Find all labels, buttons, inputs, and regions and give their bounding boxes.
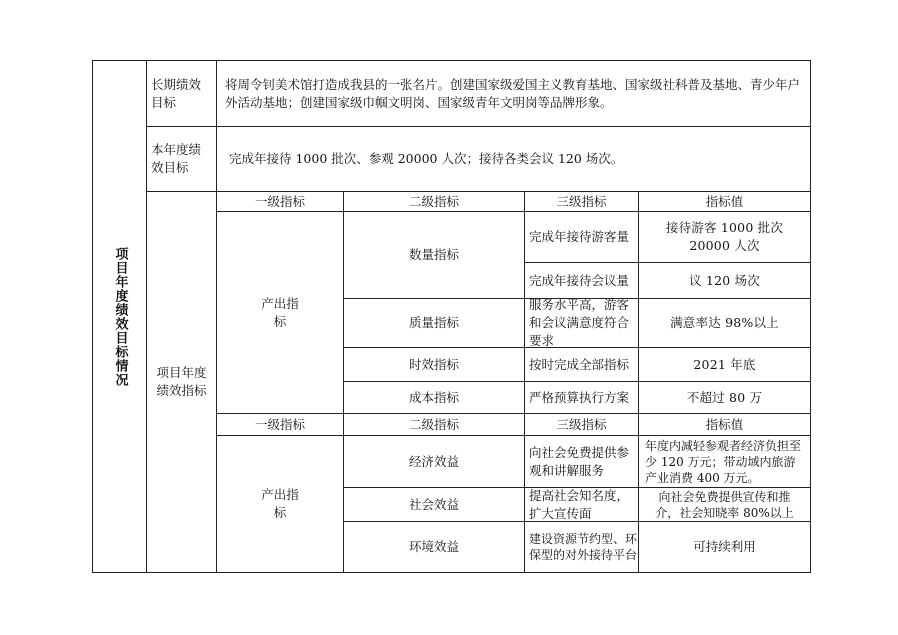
long-term-text: 将周令钊美术馆打造成我县的一张名片。创建国家级爱国主义教育基地、国家级社科普及基地、青少年户外活动基地；创建国家级巾帼文明岗、国家级青年文明岗等品牌形象。 (225, 76, 801, 110)
output-level1: 产出指标 (261, 295, 299, 329)
level3-text: 向社会免费提供参观和讲解服务 (529, 444, 630, 478)
header-level3 (525, 414, 638, 435)
level3-text: 按时完成全部指标 (529, 356, 630, 372)
value-text: 向社会免费提供宣传和推介，社会知晓率 80%以上 (655, 489, 794, 520)
table-cell (525, 436, 638, 487)
annual-label: 本年度绩效目标 (151, 142, 202, 175)
table-row (344, 522, 524, 572)
level3-text: 严格预算执行方案 (529, 389, 630, 405)
level2-economic: 经济效益 (408, 453, 459, 469)
table-row (344, 348, 524, 381)
annual-text-cell (217, 127, 810, 191)
table-cell (525, 299, 638, 347)
header-value-text: 指标值 (705, 416, 744, 432)
value-text: 2021 年底 (693, 356, 756, 372)
level2-timeliness: 时效指标 (408, 356, 459, 372)
table-row (344, 212, 524, 298)
table-cell (639, 299, 810, 347)
header-value-text: 指标值 (705, 193, 744, 209)
header-level1-text: 一级指标 (254, 193, 305, 209)
header-level2-text: 二级指标 (408, 416, 459, 432)
table-cell (639, 348, 810, 381)
table-row (344, 299, 524, 347)
table-cell (525, 212, 638, 262)
header-level2 (344, 414, 524, 435)
value-text: 年度内减轻参观者经济负担至少 120 万元；带动域内旅游产业消费 400 万元。 (645, 438, 802, 485)
level3-text: 完成年接待会议量 (529, 272, 630, 288)
table-cell (525, 522, 638, 572)
table-cell (525, 382, 638, 413)
section-title-cell (93, 61, 146, 572)
table-row (344, 382, 524, 413)
level3-text: 提高社会知名度，扩大宣传面 (529, 487, 630, 521)
table-cell (525, 263, 638, 298)
benefit-level1: 产出指标 (261, 487, 299, 520)
table-cell (525, 348, 638, 381)
table-cell (639, 522, 810, 572)
header-level3-text: 三级指标 (556, 193, 607, 209)
header-level1 (217, 192, 343, 211)
output-level1-cell (217, 212, 343, 413)
section-title: 项目年度绩效目标情况 (112, 246, 128, 387)
level2-environmental: 环境效益 (408, 539, 459, 554)
header-value (639, 192, 810, 211)
long-term-label: 长期绩效目标 (151, 76, 202, 110)
table-border-bottom (92, 572, 811, 573)
value-text: 可持续利用 (693, 539, 756, 554)
benefit-level1-cell (217, 436, 343, 572)
indicators-label-cell (147, 192, 216, 572)
table-cell (639, 382, 810, 413)
level2-quantity: 数量指标 (408, 247, 459, 262)
level3-text: 服务水平高，游客和会议满意度符合要求 (529, 297, 630, 348)
header-level1-text: 一级指标 (254, 416, 305, 432)
indicators-label: 项目年度绩效指标 (156, 365, 207, 398)
header-value (639, 414, 810, 435)
table-row (344, 436, 524, 487)
level2-cost: 成本指标 (408, 389, 459, 405)
table-cell (639, 212, 810, 262)
annual-label-cell (147, 127, 216, 191)
header-level3 (525, 192, 638, 211)
header-level1 (217, 414, 343, 435)
long-term-label-cell (147, 61, 216, 126)
level3-text: 建设资源节约型、环保型的对外接待平台 (529, 532, 638, 562)
table-cell (639, 488, 810, 521)
long-term-text-cell (217, 61, 810, 126)
level3-text: 完成年接待游客量 (529, 229, 630, 244)
header-level2-text: 二级指标 (408, 193, 459, 209)
table-row (344, 488, 524, 521)
value-text: 不超过 80 万 (686, 389, 763, 405)
value-text: 议 120 场次 (689, 272, 760, 288)
table-cell (639, 436, 810, 487)
value-text: 满意率达 98%以上 (670, 315, 779, 330)
level2-social: 社会效益 (408, 496, 459, 512)
header-level3-text: 三级指标 (556, 416, 607, 432)
value-text: 接待游客 1000 批次 20000 人次 (665, 220, 784, 253)
annual-text: 完成年接待 1000 批次、参观 20000 人次；接待各类会议 120 场次。 (229, 151, 624, 166)
table-cell (639, 263, 810, 298)
table-cell (525, 488, 638, 521)
header-level2 (344, 192, 524, 211)
level2-quality: 质量指标 (408, 315, 459, 330)
table-border-right (810, 60, 811, 572)
